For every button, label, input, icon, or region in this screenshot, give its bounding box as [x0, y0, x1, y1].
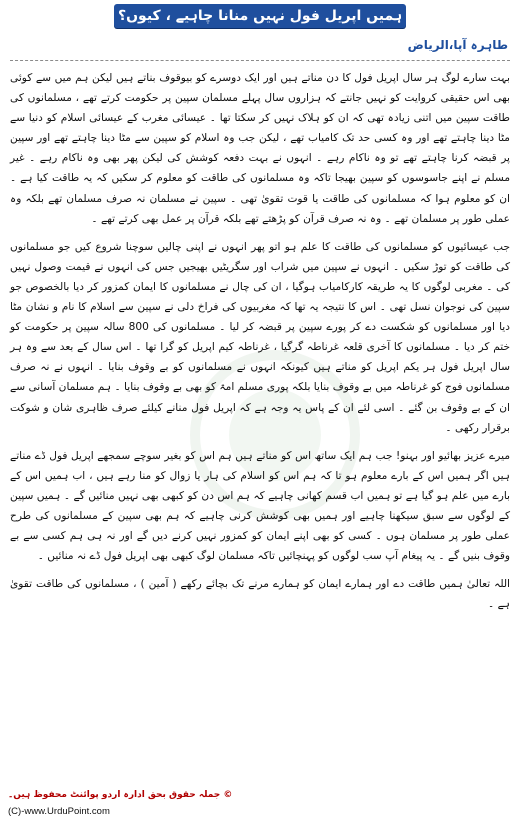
author-divider — [10, 60, 510, 61]
paragraph-1: بہت سارے لوگ ہر سال اپریل فول کا دن مناتے ہیں اور ایک دوسرے کو بیوقوف بناتے ہیں لیکن ہم میں سے کوئی بھی اس حقیقی کروایت کو نہیں جانتے کہ ہزاروں سال پہلے مسلمان سپین پر حکومت کرتے تھے ، مسلمانوں کی طاقت سپین میں اتنی زیادہ تھی کہ ان کو ہلاک نہیں کر سکتا تھا ۔ عیسائی مغرب کے عیسائی اسلام کو دنیا سے مٹا دینا چاہتے تھے اور وہ کسی حد تک کامیاب تھے ، لیکن جب وہ اسلام کو سپین سے مٹا دینا چاہتے تھے اور سپین پر قبضہ کرنا چاہتے تھے تو وہ ناکام رہے ۔ انہوں نے بہت دفعہ کوشش کی لیکن پھر بھی وہ ناکام رہے ۔ غیر مسلم نے اپنے جاسوسوں کو سپین بھیجا تاکہ وہ مسلمانوں کی طاقت کو معلوم کر سکیں کہ یہ طاقت کیا ہے ۔ ان کو معلوم ہوا کہ مسلمانوں کی طاقت یا قوت تقویٰ تھی ۔ سپین نے مسلمان نہ صرف مسلمان تھے بلکہ وہ عملی طور پر مسلمان تھے ۔ وہ نہ صرف قرآن کو پڑھتے تھے بلکہ قرآن پر عمل بھی کرتے تھے ۔ — [10, 72, 510, 225]
paragraph-2: جب عیسائیوں کو مسلمانوں کی طاقت کا علم ہو اتو پھر انہوں نے اپنی چالیں سوچنا شروع کیں جو مسلمانوں کی طاقت کو توڑ سکیں ۔ انہوں نے سپین میں شراب اور سگریٹیں بھیجیں جس کی انہوں نے قیمت وصول نہیں کی ۔ مغربی لوگوں کا یہ طریقہ کارکامیاب ہوگیا ، ان کی چال نے مسلمانوں کا ایمان کمزور کر دیا بالخصوص جو سپین کی نوجوان نسل تھی ۔ اس کا نتیجہ یہ تھا کہ مغربیوں کی فراخ دلی نے سپین سے اسلام کا نام و نشان مٹا دیا اور مسلمانوں کو شکست دے کر پورے سپین پر قبضہ کر لیا ۔ مسلمانوں کی 800 سالہ سپین پر حکومت کو ختم کر دیا ۔ مسلمانوں کا آخری قلعہ غرناطہ گرگیا ، غرناطہ کیم اپریل کو گرا تھا ۔ اس سال کے بعد سے وہ ہر سال اپریل فول ہر یکم اپریل کو مناتے ہیں کیونکہ انہوں نے مسلمانوں کو بے وقوف بنایا ۔ انہوں نے نہ صرف مسلمانوں فوج کو غرناطہ میں بے وقوف بنایا بلکہ پوری مسلم امۃ کو بھی بے وقوف بنایا ۔ ہم مسلمان آسانی سے ان کے بے وقوف بن گئے ۔ اسی لئے ان کے پاس یہ وجہ ہے کہ اپریل فول منانے کیلئے صرف ظاہری شان و شوکت برقرار رکھی ۔ — [10, 240, 510, 434]
author-name: طاہرہ آپا،الریاض — [407, 38, 508, 52]
paragraph-3: میرے عزیز بھائیو اور بہنو! جب ہم ایک ساتھ اس کو مناتے ہیں ہم اس کو بغیر سوچے سمجھے اپریل فول ڈے مناتے ہیں اگر ہمیں اس کے بارے معلوم ہو تا کہ ہم اس کو اسلام کی ہار یا زوال کو منا رہے ہیں ، اب ہمیں اس کے بارے میں علم ہو گیا ہے تو ہمیں اب قسم کھانی چاہیے کہ ہم اس دن کو کبھی بھی نہیں منائیں گے ۔ ہمیں سپین کے لوگوں سے سبق سیکھنا چاہیے اور ہمیں بھی کوشش کرنی چاہیے کہ ہم بھی سپین کے مسلمانوں کی طرح عملی طور پر مسلمان ہوں ۔ کسی کو بھی اپنے ایمان کو کمزور نہیں کرنے دیں گے اور نہ ہی ہم کسی سے بے وقوف بنیں گے ۔ یہ پیغام آپ سب لوگوں کو پہنچائیں تاکہ مسلمان لوگ کبھی بھی اپریل فول ڈے نہ منائیں ۔ — [10, 449, 510, 563]
site-url[interactable]: (C)-www.UrduPoint.com — [8, 806, 110, 817]
article-title: ہمیں اپریل فول نہیں منانا چاہیے ، کیوں؟ — [114, 4, 406, 28]
paragraph-4: اللہ تعالیٰ ہمیں طاقت دے اور ہمارے ایمان کو ہمارے مرنے تک بچائے رکھے ( آمین ) ، مسلمانوں کی طاقت تقویٰ ہے ۔ — [10, 578, 510, 611]
copyright-notice: © جملہ حقوق بحق ادارہ اردو پوائنٹ محفوظ ہیں۔ — [8, 790, 233, 800]
article-body — [10, 68, 510, 622]
